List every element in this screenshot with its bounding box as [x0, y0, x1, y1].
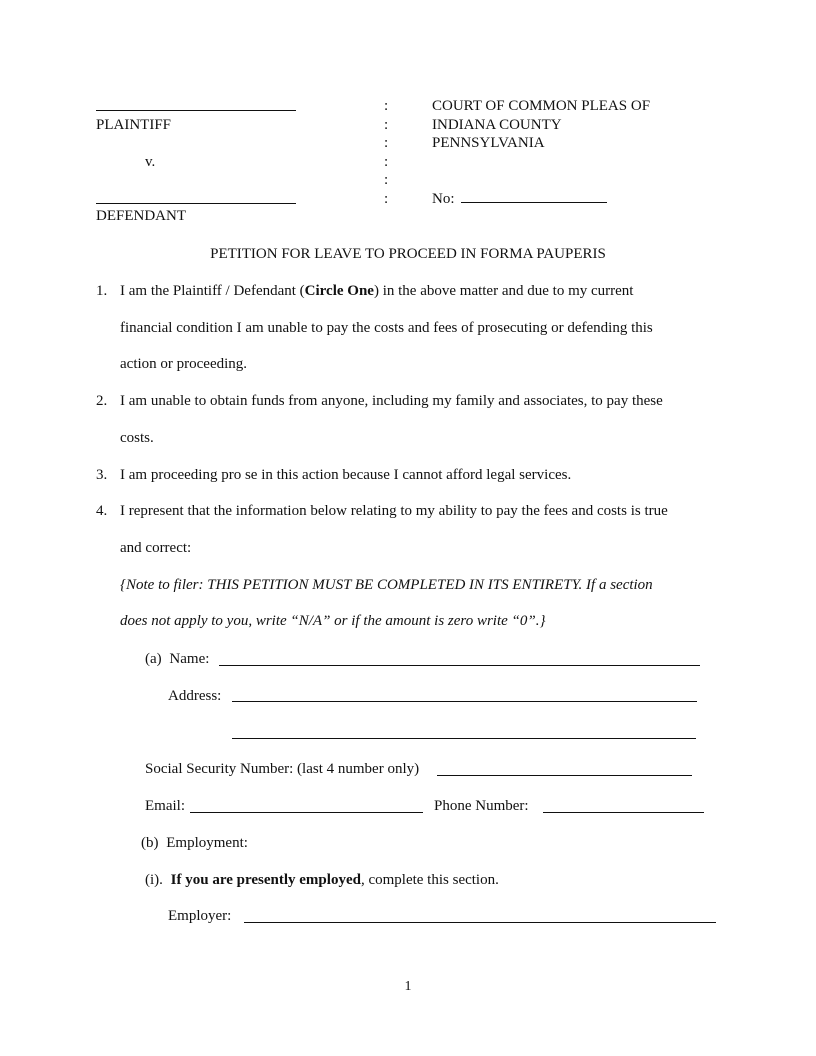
name-row — [145, 650, 209, 668]
item-1-line1: I am the Plaintiff / Defendant (Circle One) in the above matter and due to my current — [120, 283, 634, 299]
name-label: Name: — [169, 651, 210, 667]
defendant-label: DEFENDANT — [96, 208, 186, 224]
caption-colon: : — [384, 172, 389, 188]
court-name-line1: COURT OF COMMON PLEAS OF — [432, 98, 651, 114]
court-name-line2: INDIANA COUNTY — [432, 117, 562, 133]
caption-colon: : — [384, 191, 389, 207]
versus-label: v. — [145, 154, 156, 170]
phone-field[interactable] — [543, 800, 704, 813]
defendant-blank[interactable] — [96, 191, 296, 204]
item-1-line2: financial condition I am unable to pay the costs and fees of prosecuting or defending this — [120, 320, 653, 336]
caption-colon: : — [384, 154, 389, 170]
employer-label: Employer: — [168, 908, 232, 924]
docket-number-blank[interactable] — [461, 190, 607, 203]
item-2-line2: costs. — [120, 430, 154, 446]
filer-note-line1: {Note to filer: THIS PETITION MUST BE COMPLETED IN ITS ENTIRETY. If a section — [120, 577, 653, 593]
employed-instruction — [145, 871, 499, 889]
plaintiff-blank[interactable] — [96, 98, 296, 111]
address-field[interactable] — [232, 689, 697, 702]
item-3-line1: I am proceeding pro se in this action because I cannot afford legal services. — [120, 467, 572, 483]
address-field-line2[interactable] — [232, 726, 696, 739]
employment-row — [141, 834, 248, 852]
circle-one-bold: Circle One — [304, 283, 374, 299]
email-field[interactable] — [190, 800, 423, 813]
item-2-line1: I am unable to obtain funds from anyone, including my family and associates, to pay these — [120, 393, 663, 409]
docket-number-label: No: — [432, 191, 455, 207]
phone-label: Phone Number: — [434, 798, 529, 814]
court-name-line3: PENNSYLVANIA — [432, 135, 545, 151]
ssn-label: Social Security Number: (last 4 number only) — [145, 761, 420, 777]
item-number: 4. — [96, 503, 108, 519]
item-number: 1. — [96, 283, 108, 299]
employed-rest: , complete this section. — [360, 872, 499, 888]
caption-colon: : — [384, 117, 389, 133]
item-number: 2. — [96, 393, 108, 409]
employed-bold: If you are presently employed — [170, 872, 361, 888]
name-field[interactable] — [219, 653, 700, 666]
page-number: 1 — [404, 979, 412, 994]
section-a-label: (a) — [145, 651, 162, 667]
item-1-line3: action or proceeding. — [120, 356, 248, 372]
item-4-line2: and correct: — [120, 540, 192, 556]
document-title: PETITION FOR LEAVE TO PROCEED IN FORMA PAUPERIS — [210, 246, 606, 262]
employer-field[interactable] — [244, 910, 716, 923]
address-label: Address: — [168, 688, 222, 704]
section-b-label: (b) — [141, 835, 159, 851]
subsection-i-label: (i). — [145, 872, 163, 888]
email-label: Email: — [145, 798, 185, 814]
employment-label: Employment: — [166, 835, 248, 851]
filer-note-line2: does not apply to you, write “N/A” or if the amount is zero write “0”.} — [120, 613, 546, 629]
caption-colon: : — [384, 98, 389, 114]
item-4-line1: I represent that the information below relating to my ability to pay the fees and costs is true — [120, 503, 668, 519]
docket-number — [432, 190, 607, 208]
ssn-field[interactable] — [437, 763, 692, 776]
item-number: 3. — [96, 467, 108, 483]
plaintiff-label: PLAINTIFF — [96, 117, 172, 133]
caption-colon: : — [384, 135, 389, 151]
